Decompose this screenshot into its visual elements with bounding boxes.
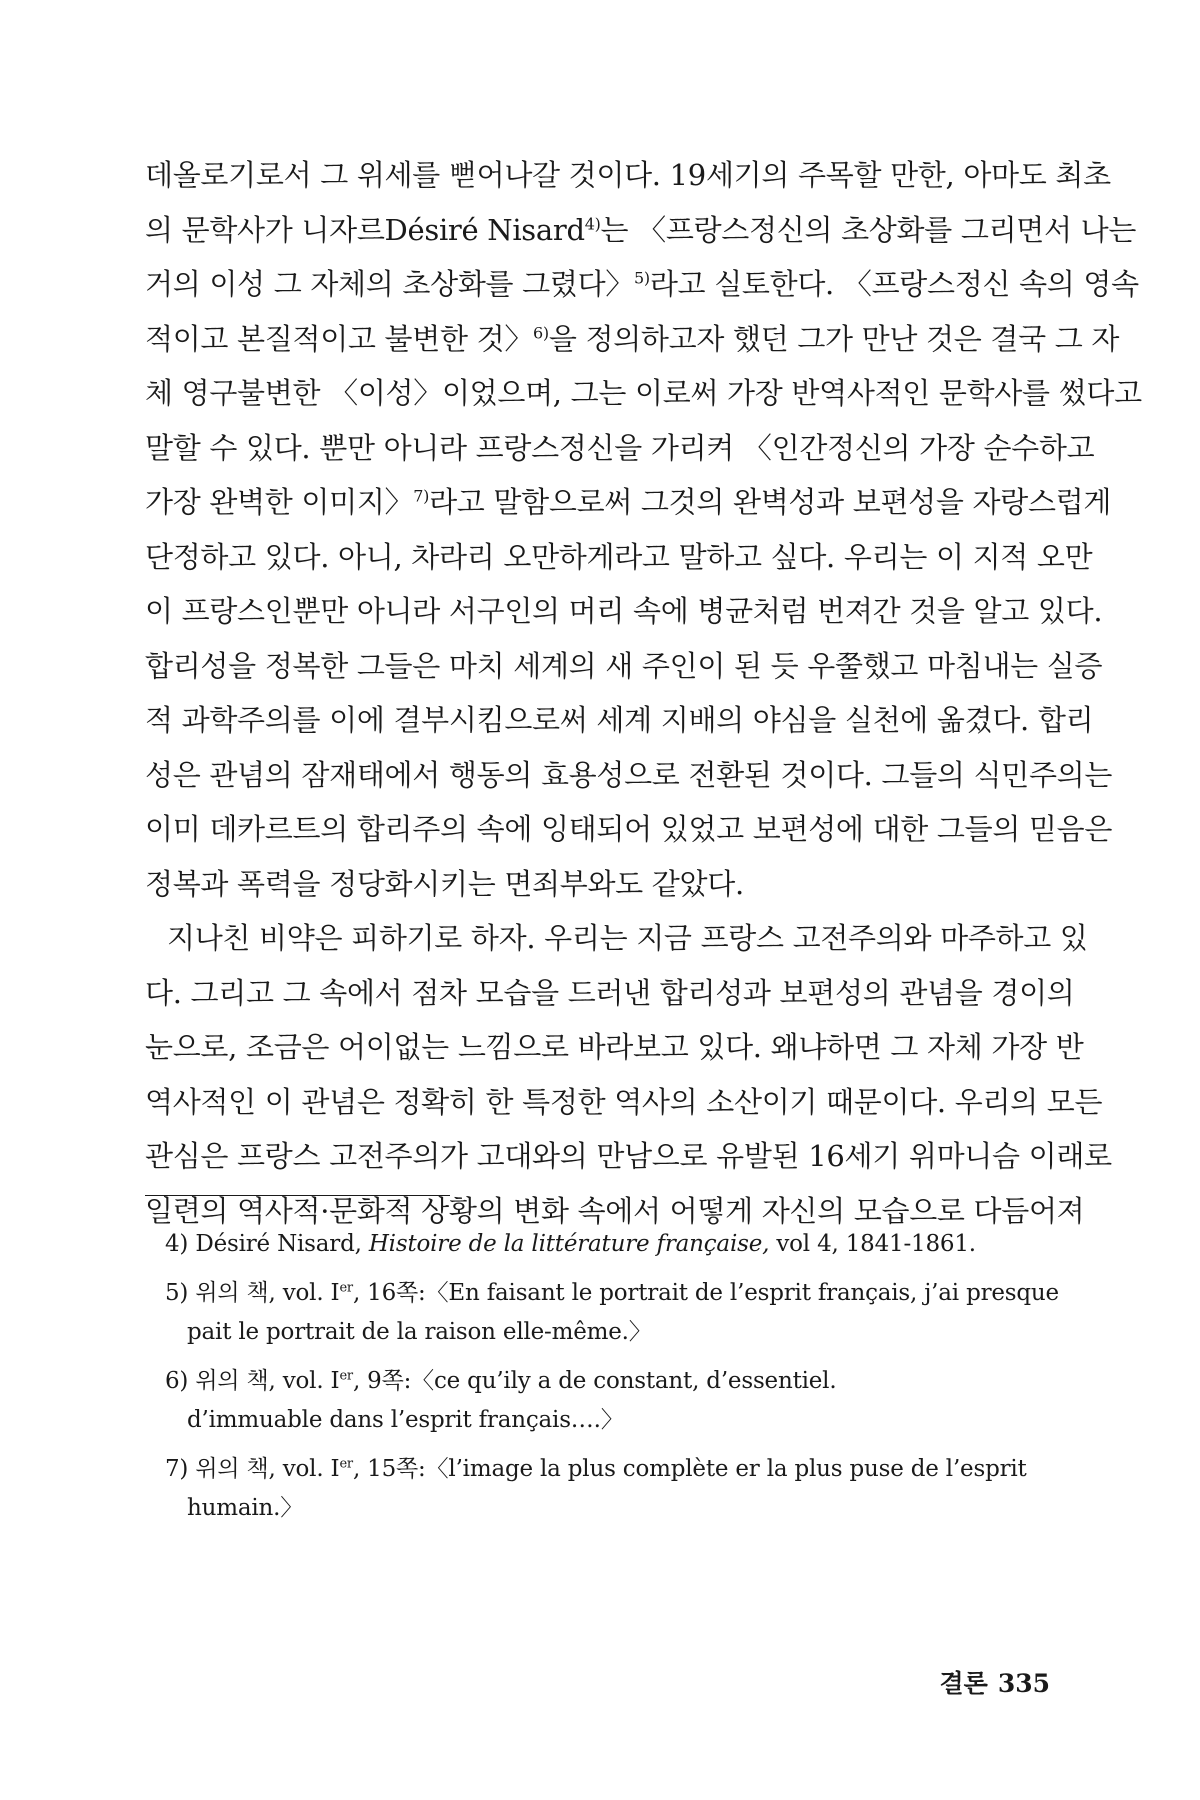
- body-line: 합리성을 정복한 그들은 마치 세계의 새 주인이 된 듯 우쭐했고 마침내는 실증: [145, 648, 1103, 683]
- footnote-5: [165, 1274, 1065, 1352]
- body-line: 말할 수 있다. 뿐만 아니라 프랑스정신을 가리켜 〈인간정신의 가장 순수하고: [145, 430, 1095, 465]
- body-line: 성은 관념의 잠재태에서 행동의 효용성으로 전환된 것이다. 그들의 식민주의는: [145, 757, 1113, 792]
- body-line: 거의 이성 그 자체의 초상화를 그렸다〉$^{5)}$라고 실토한다. 〈프랑스정신 속의 영속: [145, 267, 1139, 301]
- footnote-4: [165, 1225, 1065, 1264]
- footnote-text: , 9쪽:〈ce qu’ily a de constant, d’essentiel.: [352, 1368, 837, 1394]
- body-line: 이 프랑스인뿐만 아니라 서구인의 머리 속에 병균처럼 번져간 것을 알고 있다.: [145, 594, 1103, 628]
- footnote-7: [165, 1450, 1065, 1528]
- footnote-text: vol 4, 1841-1861.: [776, 1231, 976, 1257]
- footnotes: [165, 1225, 1065, 1538]
- footnote-text: d’immuable dans l’esprit français….〉: [187, 1407, 624, 1433]
- running-section-title: 결론: [939, 1669, 988, 1698]
- body-line: 데올로기로서 그 위세를 뻗어나갈 것이다. 19세기의 주목할 만한, 아마도 최초: [145, 158, 1111, 192]
- body-line: 이미 데카르트의 합리주의 속에 잉태되어 있었고 보편성에 대한 그들의 믿음은: [145, 812, 1113, 846]
- footnote-text: 위의 책, vol. I: [195, 1368, 340, 1394]
- footnote-author: Désiré Nisard,: [195, 1231, 362, 1257]
- footnote-6: [165, 1362, 1065, 1440]
- body-line: 눈으로, 조금은 어이없는 느낌으로 바라보고 있다. 왜냐하면 그 자체 가장 반: [145, 1030, 1084, 1064]
- body-line: 가장 완벽한 이미지〉$^{7)}$라고 말함으로써 그것의 완벽성과 보편성을 자랑스럽게: [145, 485, 1112, 519]
- body-line: 적이고 본질적이고 불변한 것〉$^{6)}$을 정의하고자 했던 그가 만난 것은 결국 그 자: [145, 321, 1120, 356]
- body-line: 정복과 폭력을 정당화시키는 면죄부와도 같았다.: [145, 866, 744, 901]
- body-line: 관심은 프랑스 고전주의가 고대와의 만남으로 유발된 16세기 위마니슴 이래로: [145, 1139, 1112, 1173]
- body-line: 일련의 역사적·문화적 상황의 변화 속에서 어떻게 자신의 모습으로 다듬어져: [145, 1193, 1085, 1228]
- body-line: 단정하고 있다. 아니, 차라리 오만하게라고 말하고 싶다. 우리는 이 지적 오만: [145, 539, 1093, 574]
- body-line: 체 영구불변한 〈이성〉이었으며, 그는 이로써 가장 반역사적인 문학사를 썼다고: [145, 376, 1142, 410]
- footnote-sup: er: [339, 1368, 353, 1384]
- footnote-text: pait le portrait de la raison elle-même.〉: [187, 1319, 652, 1345]
- footnote-sup: er: [339, 1280, 353, 1296]
- footnote-text: , 15쪽:〈l’image la plus complète er la plus puse de l’esprit: [352, 1456, 1027, 1482]
- footnote-title: Histoire de la littérature française,: [368, 1231, 770, 1257]
- footnote-text: 위의 책, vol. I: [195, 1456, 340, 1482]
- body-line: 역사적인 이 관념은 정확히 한 특정한 역사의 소산이기 때문이다. 우리의 모든: [145, 1084, 1103, 1119]
- body-line: 적 과학주의를 이에 결부시킴으로써 세계 지배의 야심을 실천에 옮겼다. 합리: [145, 703, 1094, 737]
- footnote-text: humain.〉: [187, 1495, 304, 1521]
- footnote-ref: 5): [634, 268, 650, 288]
- footnote-ref: 6): [533, 322, 549, 342]
- footnote-text: , 16쪽:〈En faisant le portrait de l’esprit français, j’ai presque: [352, 1280, 1059, 1306]
- page-folio: [940, 1664, 1051, 1700]
- footnote-sup: er: [339, 1456, 353, 1472]
- footnote-divider: [145, 1195, 450, 1196]
- footnote-ref: 7): [413, 486, 430, 506]
- footnote-number: 7): [165, 1456, 189, 1482]
- body-line: 다. 그리고 그 속에서 점차 모습을 드러낸 합리성과 보편성의 관념을 경이의: [145, 975, 1075, 1010]
- footnote-number: 4): [165, 1231, 189, 1257]
- body-line: 지나친 비약은 피하기로 하자. 우리는 지금 프랑스 고전주의와 마주하고 있: [167, 921, 1088, 955]
- footnote-number: 6): [165, 1368, 189, 1394]
- body-text: [145, 148, 1142, 1238]
- footnote-ref: 4): [584, 213, 601, 233]
- body-line: 의 문학사가 니자르Désiré Nisard$^{4)}$는 〈프랑스정신의 초상화를 그리면서 나는: [145, 212, 1137, 247]
- footnote-text: 위의 책, vol. I: [195, 1280, 340, 1306]
- page-number: 335: [997, 1669, 1050, 1698]
- footnote-number: 5): [165, 1280, 189, 1306]
